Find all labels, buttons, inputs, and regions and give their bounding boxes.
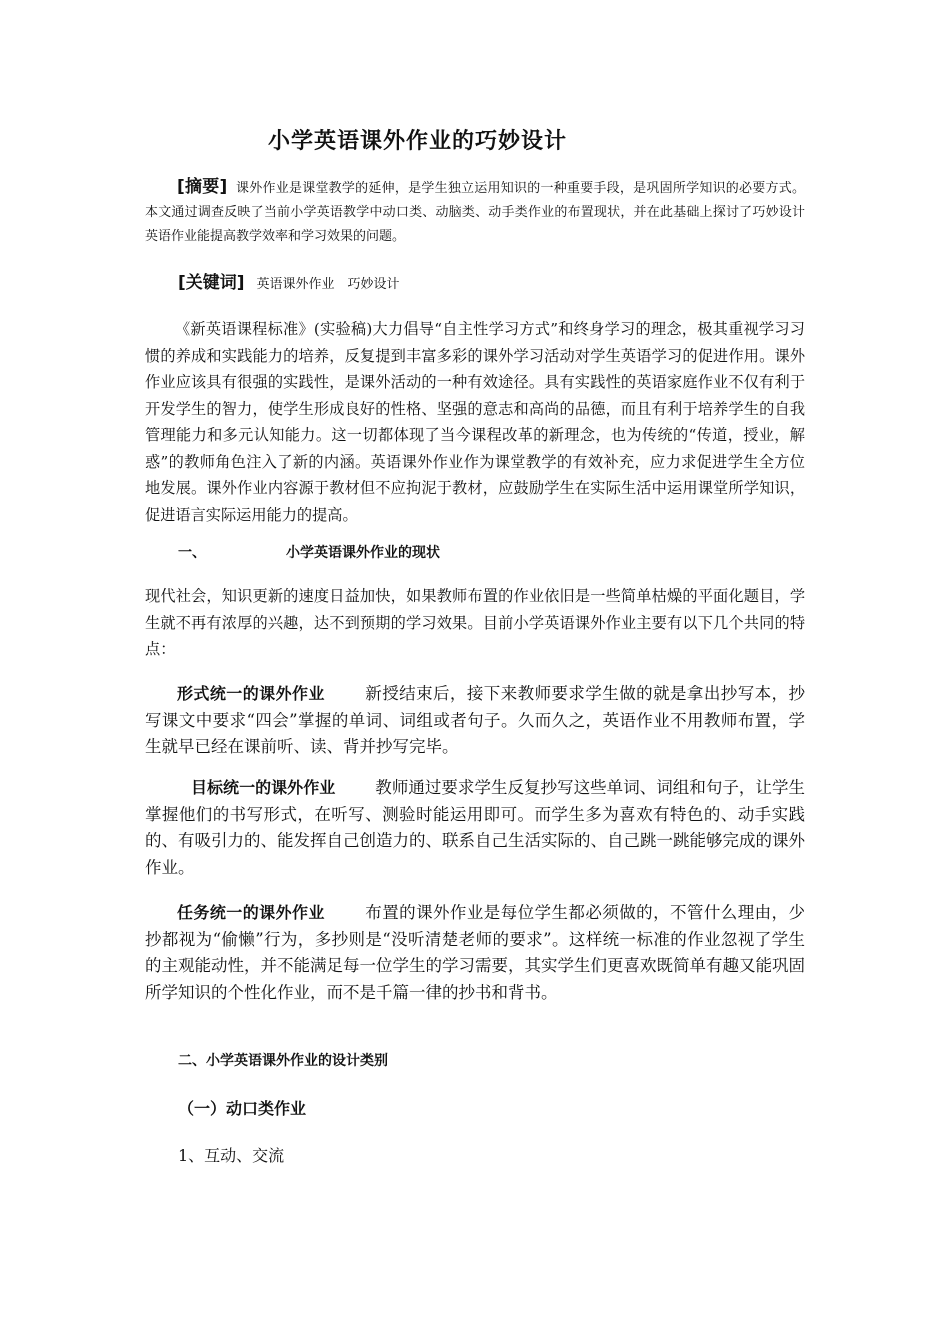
abstract-tag: [摘要]: [177, 177, 228, 197]
section1-heading: [178, 542, 440, 562]
feature-2: [145, 775, 805, 881]
feature-1-lead: 形式统一的课外作业: [177, 684, 325, 703]
feature-1: [145, 681, 805, 761]
document-title: 小学英语课外作业的巧妙设计: [267, 129, 567, 154]
keywords: [178, 268, 400, 293]
abstract: [145, 175, 805, 249]
section2-heading: 二、小学英语课外作业的设计类别: [178, 1053, 388, 1069]
abstract-text: 课外作业是课堂教学的延伸，是学生独立运用知识的一种重要手段，是巩固所学知识的必要方式。本文通过调查反映了当前小学英语教学中动口类、动脑类、动手类作业的布置现状，并在此基础上探讨了巧妙设计英语作业能提高教学效率和学习效果的问题。: [145, 181, 805, 244]
section1-paragraph: 现代社会，知识更新的速度日益加快，如果教师布置的作业依旧是一些简单枯燥的平面化题目，学生就不再有浓厚的兴趣，达不到预期的学习效果。目前小学英语课外作业主要有以下几个共同的特点：: [145, 587, 805, 658]
feature-3: [145, 900, 805, 1006]
section1-title: 小学英语课外作业的现状: [286, 545, 440, 561]
feature-1-text: 新授结束后，接下来教师要求学生做的就是拿出抄写本，抄写课文中要求“四会”掌握的单词、词组或者句子。久而久之，英语作业不用教师布置，学生就早已经在课前听、读、背并抄写完毕。: [145, 684, 805, 756]
keywords-text: 英语课外作业 巧妙设计: [256, 277, 400, 292]
feature-3-lead: 任务统一的课外作业: [177, 903, 325, 922]
list-item: 1、互动、交流: [178, 1146, 285, 1165]
section1-number: 一、: [178, 545, 206, 561]
keywords-tag: [关键词]: [178, 273, 245, 293]
subsection1-heading: （一）动口类作业: [178, 1099, 307, 1118]
feature-2-text: 教师通过要求学生反复抄写这些单词、词组和句子，让学生掌握他们的书写形式，在听写、测验时能运用即可。而学生多为喜欢有特色的、动手实践的、有吸引力的、能发挥自己创造力的、联系自己生活实际的、自己跳一跳能够完成的课外作业。: [145, 778, 805, 877]
feature-3-text: 布置的课外作业是每位学生都必须做的，不管什么理由，少抄都视为“偷懒”行为，多抄则是“没听清楚老师的要求”。这样统一标准的作业忽视了学生的主观能动性，并不能满足每一位学生的学习需要，其实学生们更喜欢既简单有趣又能巩固所学知识的个性化作业，而不是千篇一律的抄书和背书。: [145, 903, 805, 1002]
feature-2-lead: 目标统一的课外作业: [191, 778, 336, 797]
intro-paragraph: 《新英语课程标准》(实验稿)大力倡导“自主性学习方式”和终身学习的理念，极其重视学习习惯的养成和实践能力的培养，反复提到丰富多彩的课外学习活动对学生英语学习的促进作用。课外作业应该具有很强的实践性，是课外活动的一种有效途径。具有实践性的英语家庭作业不仅有利于开发学生的智力，使学生形成良好的性格、坚强的意志和高尚的品德，而且有利于培养学生的自我管理能力和多元认知能力。这一切都体现了当今课程改革的新理念，也为传统的“传道，授业，解惑”的教师角色注入了新的内涵。英语课外作业作为课堂教学的有效补充，应力求促进学生全方位地发展。课外作业内容源于教材但不应拘泥于教材，应鼓励学生在实际生活中运用课堂所学知识，促进语言实际运用能力的提高。: [145, 320, 805, 524]
